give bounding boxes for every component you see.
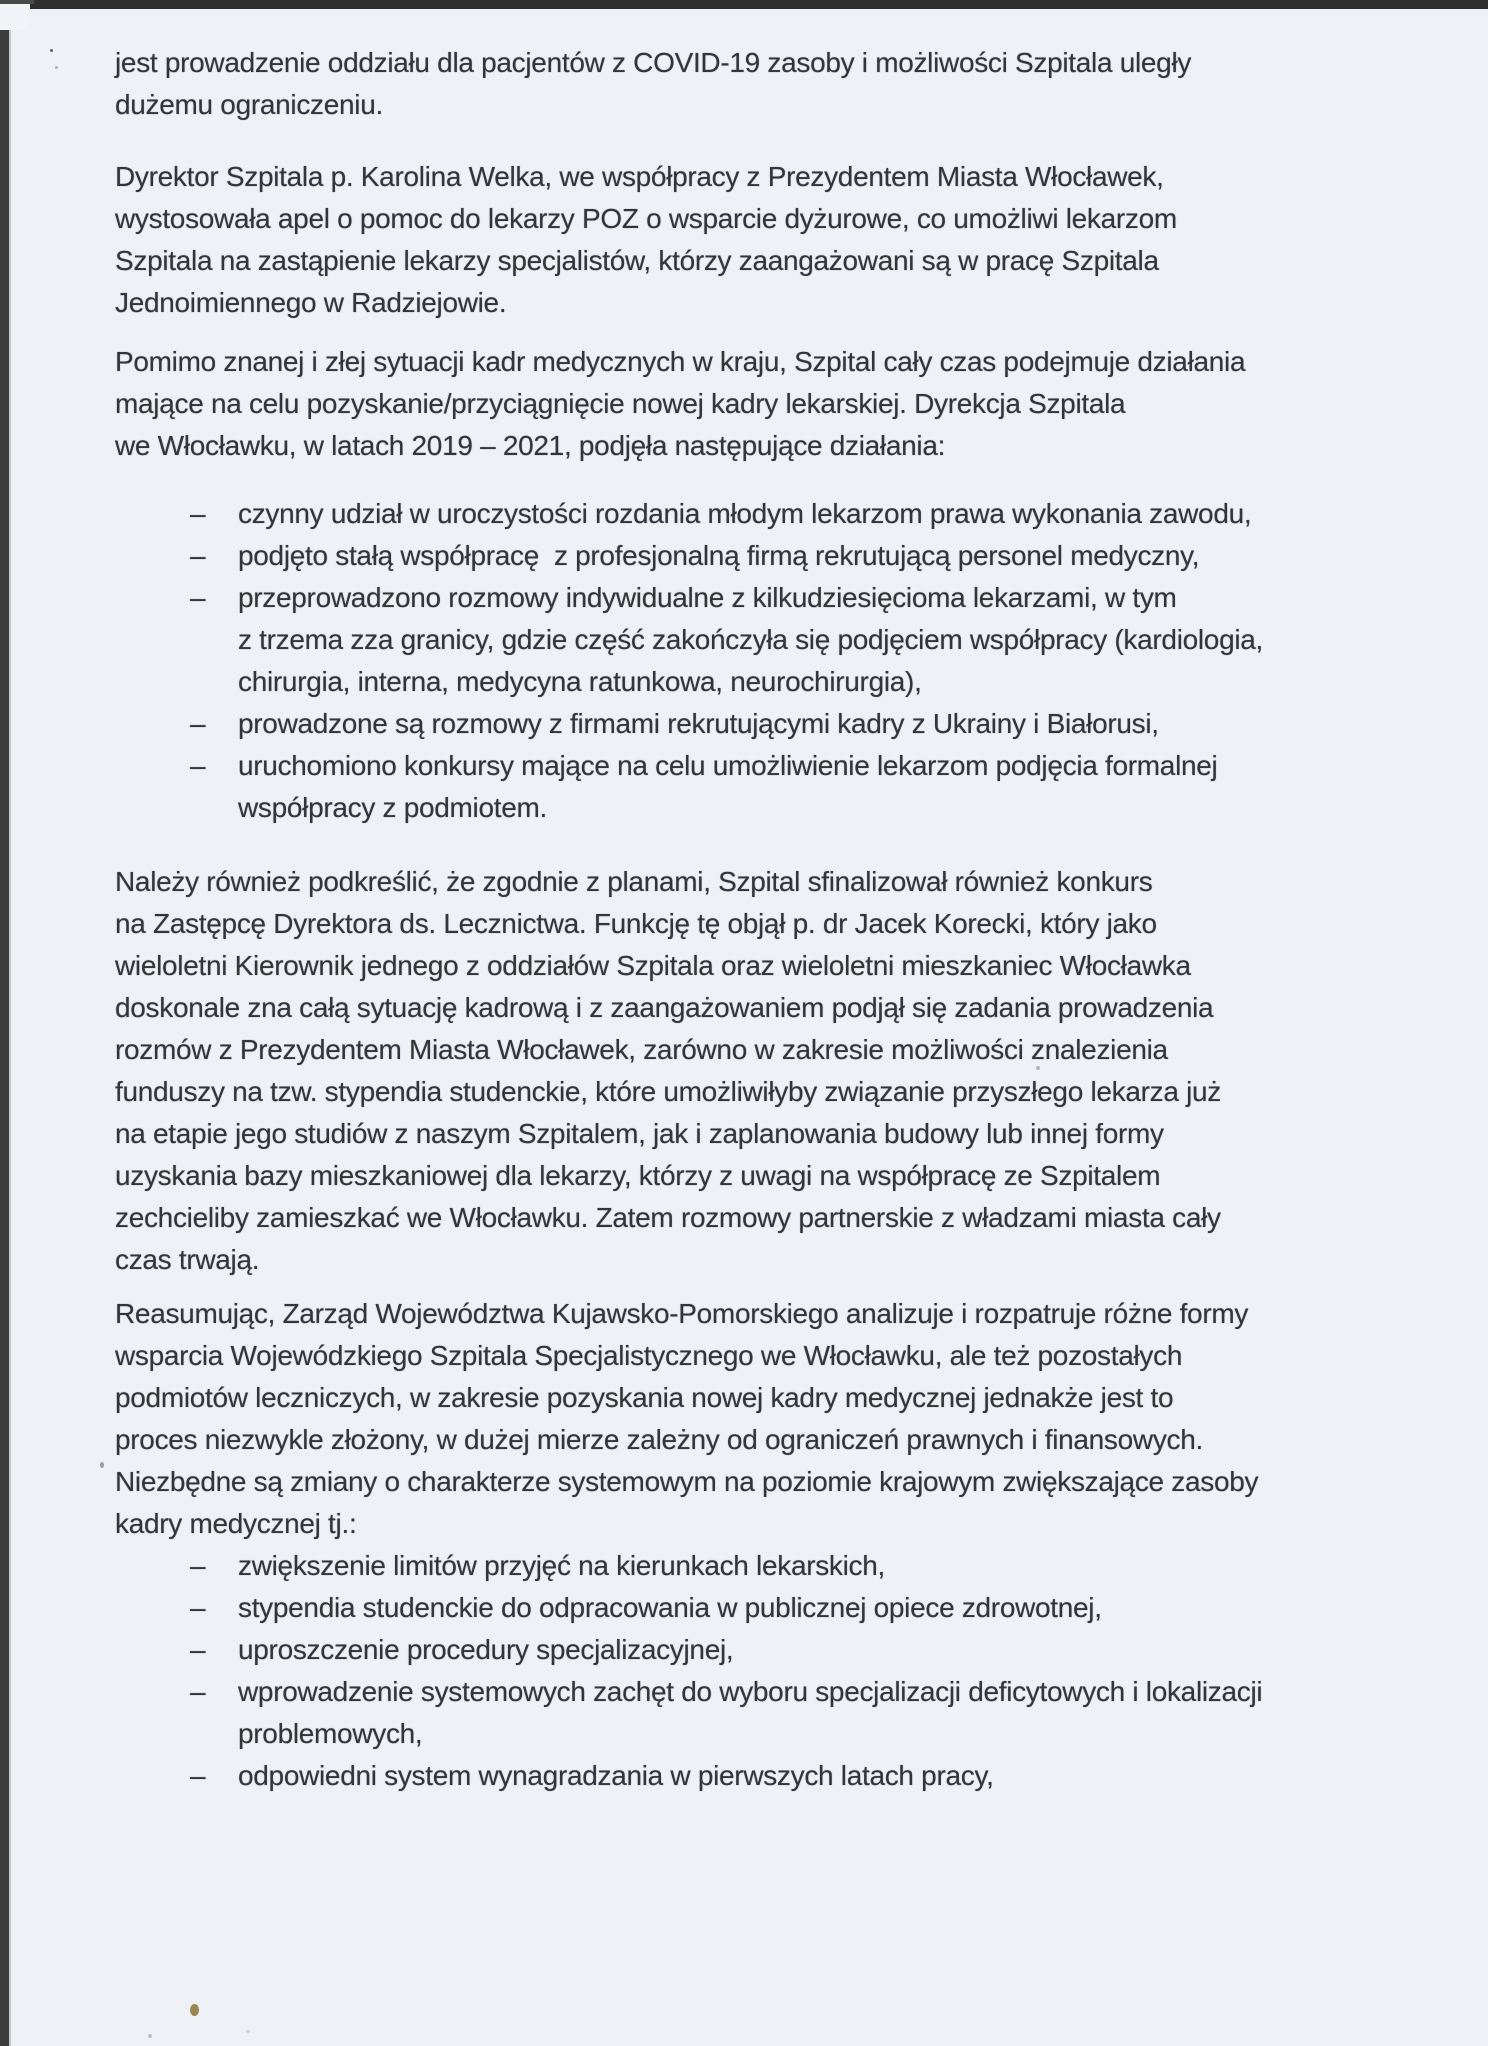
text-line: chirurgia, interna, medycyna ratunkowa, neurochirurgia), <box>238 666 922 697</box>
text-line: jest prowadzenie oddziału dla pacjentów z COVID-19 zasoby i możliwości Szpitala uległy <box>115 47 1192 78</box>
bullet-item <box>190 577 1355 703</box>
text-line: Jednoimiennego w Radziejowie. <box>115 287 507 318</box>
bullet-dash: – <box>190 498 206 529</box>
text-line: prowadzone są rozmowy z firmami rekrutującymi kadry z Ukrainy i Białorusi, <box>238 708 1159 739</box>
scan-speck <box>148 2034 152 2038</box>
text-line: z trzema zza granicy, gdzie część zakończyła się podjęciem współpracy (kardiologia, <box>238 624 1264 655</box>
scan-speck <box>246 2030 250 2033</box>
text-line: funduszy na tzw. stypendia studenckie, które umożliwiłyby związanie przyszłego lekarza już <box>115 1076 1221 1107</box>
text-line: kadry medycznej tj.: <box>115 1508 357 1539</box>
text-line: we Włocławku, w latach 2019 – 2021, podjęła następujące działania: <box>115 430 946 461</box>
text-line: na etapie jego studiów z naszym Szpitalem, jak i zaplanowania budowy lub innej formy <box>115 1118 1164 1149</box>
bullet-dash: – <box>190 1760 206 1791</box>
scan-speck <box>50 49 53 52</box>
bullet-item <box>190 1671 1355 1755</box>
bullet-item <box>190 703 1355 745</box>
paragraph <box>115 341 1355 467</box>
text-line: przeprowadzono rozmowy indywidualne z kilkudziesięcioma lekarzami, w tym <box>238 582 1177 613</box>
bullet-dash: – <box>190 540 206 571</box>
text-line: współpracy z podmiotem. <box>238 792 548 823</box>
paragraph <box>115 42 1355 126</box>
bullet-text <box>238 1629 1355 1671</box>
scan-edge-top <box>30 0 1488 9</box>
bullet-text <box>238 535 1355 577</box>
bullet-item <box>190 493 1355 535</box>
bullet-text <box>238 1671 1355 1755</box>
paragraph <box>115 861 1355 1281</box>
bullet-dash: – <box>190 750 206 781</box>
text-line: wystosowała apel o pomoc do lekarzy POZ o wsparcie dyżurowe, co umożliwi lekarzom <box>115 203 1177 234</box>
text-line: Pomimo znanej i złej sytuacji kadr medycznych w kraju, Szpital cały czas podejmuje działania <box>115 346 1246 377</box>
bullet-list <box>115 493 1355 829</box>
text-line: zechcieliby zamieszkać we Włocławku. Zatem rozmowy partnerskie z władzami miasta cały <box>115 1202 1221 1233</box>
scan-speck <box>1036 1066 1040 1070</box>
paragraph <box>115 156 1355 324</box>
text-line: uzyskania bazy mieszkaniowej dla lekarzy, którzy z uwagi na współpracę ze Szpitalem <box>115 1160 1161 1191</box>
bullet-item <box>190 1755 1355 1797</box>
scan-edge-left <box>0 8 9 2046</box>
bullet-text <box>238 703 1355 745</box>
text-line: Dyrektor Szpitala p. Karolina Welka, we współpracy z Prezydentem Miasta Włocławek, <box>115 161 1164 192</box>
bullet-item <box>190 1629 1355 1671</box>
bullet-text <box>238 1755 1355 1797</box>
bullet-text <box>238 1587 1355 1629</box>
text-line: czynny udział w uroczystości rozdania młodym lekarzom prawa wykonania zawodu, <box>238 498 1252 529</box>
text-line: wsparcia Wojewódzkiego Szpitala Specjalistycznego we Włocławku, ale też pozostałych <box>115 1340 1183 1371</box>
bullet-dash: – <box>190 582 206 613</box>
text-line: podjęto stałą współpracę z profesjonalną firmą rekrutującą personel medyczny, <box>238 540 1200 571</box>
text-line: stypendia studenckie do odpracowania w publicznej opiece zdrowotnej, <box>238 1592 1102 1623</box>
text-line: proces niezwykle złożony, w dużej mierze zależny od ograniczeń prawnych i finansowych. <box>115 1424 1203 1455</box>
bullet-dash: – <box>190 1550 206 1581</box>
text-line: wprowadzenie systemowych zachęt do wyboru specjalizacji deficytowych i lokalizacji <box>238 1676 1263 1707</box>
bullet-text <box>238 745 1355 829</box>
bullet-dash: – <box>190 1634 206 1665</box>
text-line: podmiotów leczniczych, w zakresie pozyskania nowej kadry medycznej jednakże jest to <box>115 1382 1174 1413</box>
scan-speck <box>190 2004 199 2016</box>
text-line: doskonale zna całą sytuację kadrową i z zaangażowaniem podjął się zadania prowadzenia <box>115 992 1214 1023</box>
text-line: problemowych, <box>238 1718 423 1749</box>
text-line: rozmów z Prezydentem Miasta Włocławek, zarówno w zakresie możliwości znalezienia <box>115 1034 1168 1065</box>
text-line: Szpitala na zastąpienie lekarzy specjalistów, którzy zaangażowani są w pracę Szpitala <box>115 245 1159 276</box>
text-line: Reasumując, Zarząd Województwa Kujawsko-Pomorskiego analizuje i rozpatruje różne formy <box>115 1298 1249 1329</box>
bullet-dash: – <box>190 1592 206 1623</box>
bullet-text <box>238 1545 1355 1587</box>
text-line: uruchomiono konkursy mające na celu umożliwienie lekarzom podjęcia formalnej <box>238 750 1218 781</box>
bullet-item <box>190 1587 1355 1629</box>
text-line: mające na celu pozyskanie/przyciągnięcie nowej kadry lekarskiej. Dyrekcja Szpitala <box>115 388 1126 419</box>
paragraph <box>115 1293 1355 1545</box>
bullet-text <box>238 493 1355 535</box>
scan-speck <box>100 1462 104 1468</box>
scan-speck <box>55 66 58 69</box>
text-line: Niezbędne są zmiany o charakterze systemowym na poziomie krajowym zwiększające zasoby <box>115 1466 1259 1497</box>
text-line: czas trwają. <box>115 1244 260 1275</box>
document-page <box>115 42 1355 1797</box>
bullet-item <box>190 1545 1355 1587</box>
text-line: na Zastępcę Dyrektora ds. Lecznictwa. Funkcję tę objął p. dr Jacek Korecki, który jako <box>115 908 1157 939</box>
paper-corner <box>0 4 30 30</box>
text-line: odpowiedni system wynagradzania w pierwszych latach pracy, <box>238 1760 994 1791</box>
text-line: Należy również podkreślić, że zgodnie z planami, Szpital sfinalizował również konkurs <box>115 866 1153 897</box>
text-line: zwiększenie limitów przyjęć na kierunkach lekarskich, <box>238 1550 886 1581</box>
bullet-item <box>190 745 1355 829</box>
bullet-dash: – <box>190 1676 206 1707</box>
bullet-text <box>238 577 1355 703</box>
text-line: dużemu ograniczeniu. <box>115 89 383 120</box>
bullet-list <box>115 1545 1355 1797</box>
text-line: uproszczenie procedury specjalizacyjnej, <box>238 1634 734 1665</box>
bullet-item <box>190 535 1355 577</box>
bullet-dash: – <box>190 708 206 739</box>
text-line: wieloletni Kierownik jednego z oddziałów Szpitala oraz wieloletni mieszkaniec Włocławka <box>115 950 1191 981</box>
